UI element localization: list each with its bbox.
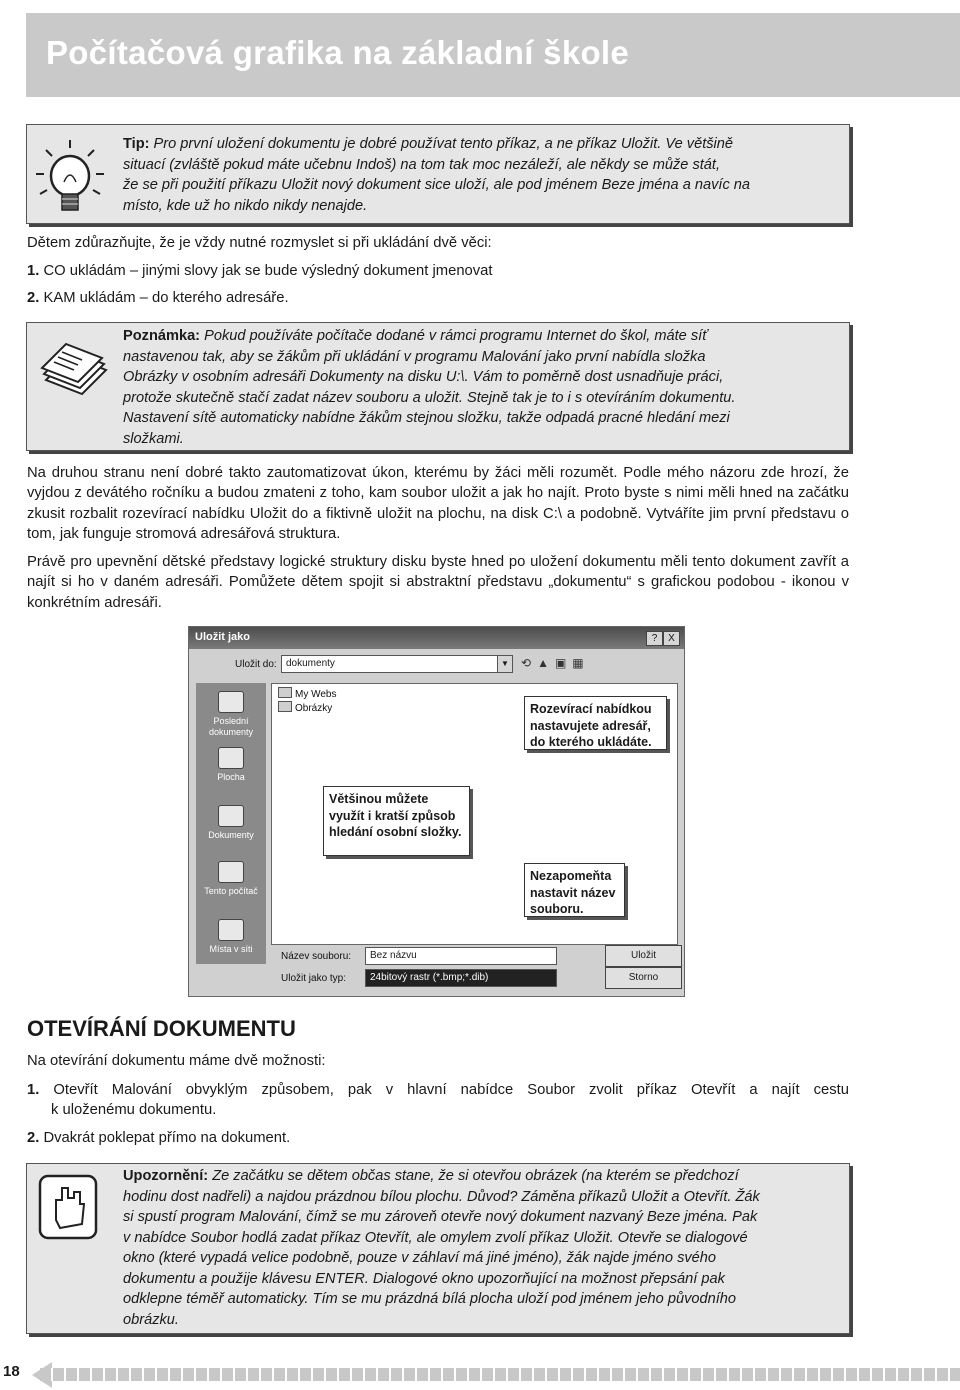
place-documents[interactable]: Dokumenty: [196, 805, 266, 841]
folder-icon: [278, 687, 292, 698]
places-bar: [196, 683, 266, 964]
list-item: 2. KAM ukládám – do kterého adresáře.: [27, 290, 289, 306]
tip-text: Tip: Pro první uložení dokumentu je dobré používat tento příkaz, a ne příkaz Uložit. Ve většině situací (zvláště pokud máte učebnu Indoš) na tom tak moc nezáleží, ale někdy se může stát, že se při použití příkazu Uložit nový dokument sice uloží, ale pod jménem Beze jména a navíc na místo, kde už ho nikdo nikdy nenajde.: [123, 136, 751, 214]
place-network[interactable]: Místa v síti: [196, 919, 266, 955]
desktop-icon: [218, 747, 244, 769]
list-item[interactable]: Obrázky: [278, 701, 332, 714]
paragraph: Právě pro upevnění dětské představy logické struktury disku byste hned po uložení dokumentu měli tento dokument zavřít a najít si ho v daném adresáři. Pomůžete dětem spojit si abstraktní představu „dokumentu“ s grafickou podobou - ikonou v konkrétním adresáři.: [27, 554, 849, 611]
back-icon[interactable]: ⟲: [521, 656, 538, 670]
cancel-button[interactable]: Storno: [605, 967, 682, 989]
up-folder-icon[interactable]: ▲: [537, 656, 555, 670]
callout-save-in: Rozevírací nabídkou nastavujete adresář, do kterého ukládáte.: [524, 696, 667, 750]
help-button[interactable]: ?: [646, 631, 663, 646]
callout-places: Většinou můžete využít i kratší způsob hledání osobní složky.: [323, 786, 470, 856]
place-desktop[interactable]: Plocha: [196, 747, 266, 783]
filetype-label: Uložit jako typ:: [281, 973, 347, 984]
list-item[interactable]: My Webs: [278, 687, 337, 700]
hand-icon: [38, 1174, 98, 1240]
documents-icon: [218, 805, 244, 827]
view-menu-icon[interactable]: ▦: [572, 656, 590, 670]
intro-text: Dětem zdůrazňujte, že je vždy nutné rozmyslet si při ukládání dvě věci:: [27, 235, 492, 251]
toolbar-icons[interactable]: [521, 656, 607, 672]
filetype-select[interactable]: 24bitový rastr (*.bmp;*.dib): [365, 969, 557, 987]
notepad-icon: [38, 336, 110, 398]
computer-icon: [218, 861, 244, 883]
lightbulb-icon: [34, 138, 106, 220]
note-text: Poznámka: Pokud používáte počítače dodané v rámci programu Internet do škol, máte síť nastavenou tak, aby se žákům při ukládání v programu Malování jako první nabídla složka Obrázky v osobním adresáři Dokumenty na disku U:\. Vám to poměrně dost usnadňuje práci, protože skutečně stačí zadat název souboru a uložit. Stejně tak je to i s otevíráním dokumentu. Nastavení sítě automaticky nabídne žákům stejnou složku, takže odpadá pracné hledání mezi složkami.: [123, 328, 736, 447]
list-item: 1. Otevřít Malování obvyklým způsobem, pak v hlavní nabídce Soubor zvolit příkaz Otevřít a najít cestu k uloženému dokumentu.: [27, 1082, 849, 1118]
save-button[interactable]: Uložit: [605, 945, 682, 967]
footer-bar: [40, 1368, 960, 1381]
warning-text: Upozornění: Ze začátku se dětem občas stane, že si otevřou obrázek (na kterém se předchozí hodinu dost nadřeli) a najdou prázdnou bílou plochu. Důvod? Záměna příkazů Uložit a Otevřít. Žák si spustí program Malování, čímž se mu zároveň otevře nový dokument nazvaný Beze jména. Pak v nabídce Soubor hodlá zadat příkaz Otevřít, ale omylem zvolí příkaz Uložit. Otevře se dialogové okno (které vypadá velice podobně, pouze v záhlaví má jiné jméno), žák najde jméno svého dokumentu a použije klávesu ENTER. Dialogové okno upozorňující na možnost přepsání pak odklepne téměř automaticky. Tím se mu prázdná bílá plocha uloží pod jménem jeho původního obrázku.: [123, 1168, 760, 1328]
dialog-titlebar: [189, 627, 684, 649]
page-title: Počítačová grafika na základní škole: [46, 34, 630, 71]
section-heading: OTEVÍRÁNÍ DOKUMENTU: [27, 1016, 296, 1041]
recent-docs-icon: [218, 691, 244, 713]
warning-label: Upozornění:: [123, 1168, 209, 1184]
chevron-down-icon[interactable]: ▼: [497, 656, 512, 672]
network-icon: [218, 919, 244, 941]
page-number: 18: [3, 1363, 20, 1380]
new-folder-icon[interactable]: ▣: [554, 656, 573, 670]
list-item: 1. CO ukládám – jinými slovy jak se bude výsledný dokument jmenovat: [27, 263, 493, 279]
paragraph: Na druhou stranu není dobré takto zautomatizovat úkon, kterému by žáci měli rozumět. Podle mého názoru zde hrozí, že vyjdou z devátého ročníku a budou zmateni z toho, kam soubor uložit a jak ho najít. Proto byste s nimi měli hned na začátku zkusit rozbalit rozevírací nabídku Uložit do a fiktivně uložit na plochu, na disk C:\ a podobně. Vytváříte jim první představu o tom, jak funguje stromová adresářová struktura.: [27, 465, 849, 542]
filename-field[interactable]: Bez názvu: [365, 947, 557, 965]
place-recent[interactable]: Poslední dokumenty: [196, 691, 266, 738]
filename-label: Název souboru:: [281, 951, 352, 962]
folder-icon: [278, 701, 292, 712]
note-label: Poznámka:: [123, 328, 201, 344]
section-intro: Na otevírání dokumentu máme dvě možnosti:: [27, 1053, 326, 1069]
tip-label: Tip:: [123, 136, 150, 152]
list-item: 2. Dvakrát poklepat přímo na dokument.: [27, 1130, 291, 1146]
callout-filename: Nezapomeňta nastavit název souboru.: [524, 863, 625, 917]
close-button[interactable]: X: [663, 631, 680, 646]
place-computer[interactable]: Tento počítač: [196, 861, 266, 897]
dialog-title: Uložit jako: [195, 631, 251, 643]
save-in-label: Uložit do:: [235, 659, 277, 670]
save-in-select[interactable]: dokumenty ▼: [281, 655, 513, 673]
